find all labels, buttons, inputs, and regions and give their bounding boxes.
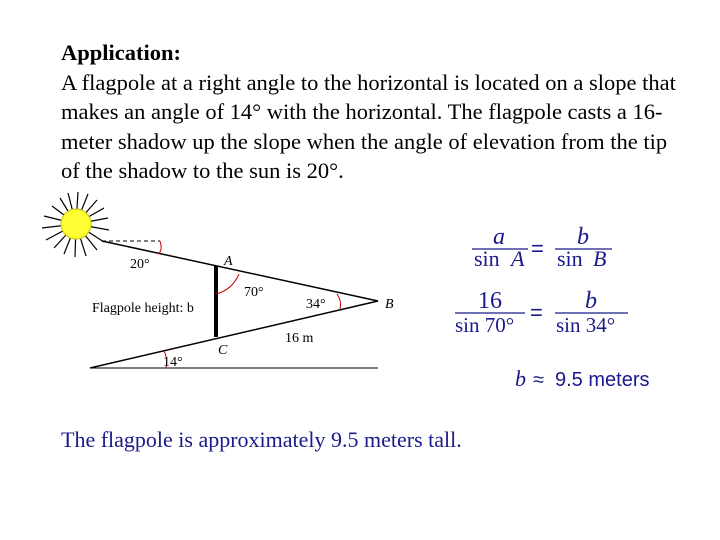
law-equals: = [531,236,544,261]
result-value: 9.5 meters [555,369,650,391]
substitution-equation [455,288,628,337]
vertex-c-label: C [218,343,228,358]
law-den-right-var: B [593,246,607,271]
result-var: b [515,366,526,391]
law-num-right: b [577,224,589,250]
shadow-length-label: 16 m [285,331,314,346]
angle-slope-label: 14° [163,355,183,370]
vertex-b-label: B [385,297,394,312]
law-den-right-fn: sin [557,246,583,271]
result-equation [515,366,649,391]
problem-text: A flagpole at a right angle to the horizontal is located on a slope that makes an angle of 14° with the horizontal. The flagpole casts a 16-meter shadow up the slope when the angle of elevation from the tip of the shadow to the sun is 20°. [61,69,676,183]
vertex-a-label: A [224,254,233,269]
law-num-left: a [493,224,505,250]
sub-den-right: sin 34° [556,313,616,337]
law-den-left-var: A [511,246,525,271]
law-of-sines-equation [472,224,612,271]
angle-sun-label: 20° [130,257,150,272]
angle-a-label: 70° [244,285,264,300]
law-den-left-fn: sin [474,246,500,271]
sub-num-right: b [585,288,597,314]
problem-heading: Application: [61,40,182,65]
sub-den-left: sin 70° [455,313,515,337]
conclusion-text: The flagpole is approximately 9.5 meters tall. [61,427,462,452]
sun-icon [42,192,109,257]
angle-b-label: 34° [306,297,326,312]
result-approx: ≈ [533,369,544,391]
sub-num-left: 16 [478,288,502,314]
sub-equals: = [530,300,543,325]
flagpole-height-label: Flagpole height: b [92,301,194,316]
